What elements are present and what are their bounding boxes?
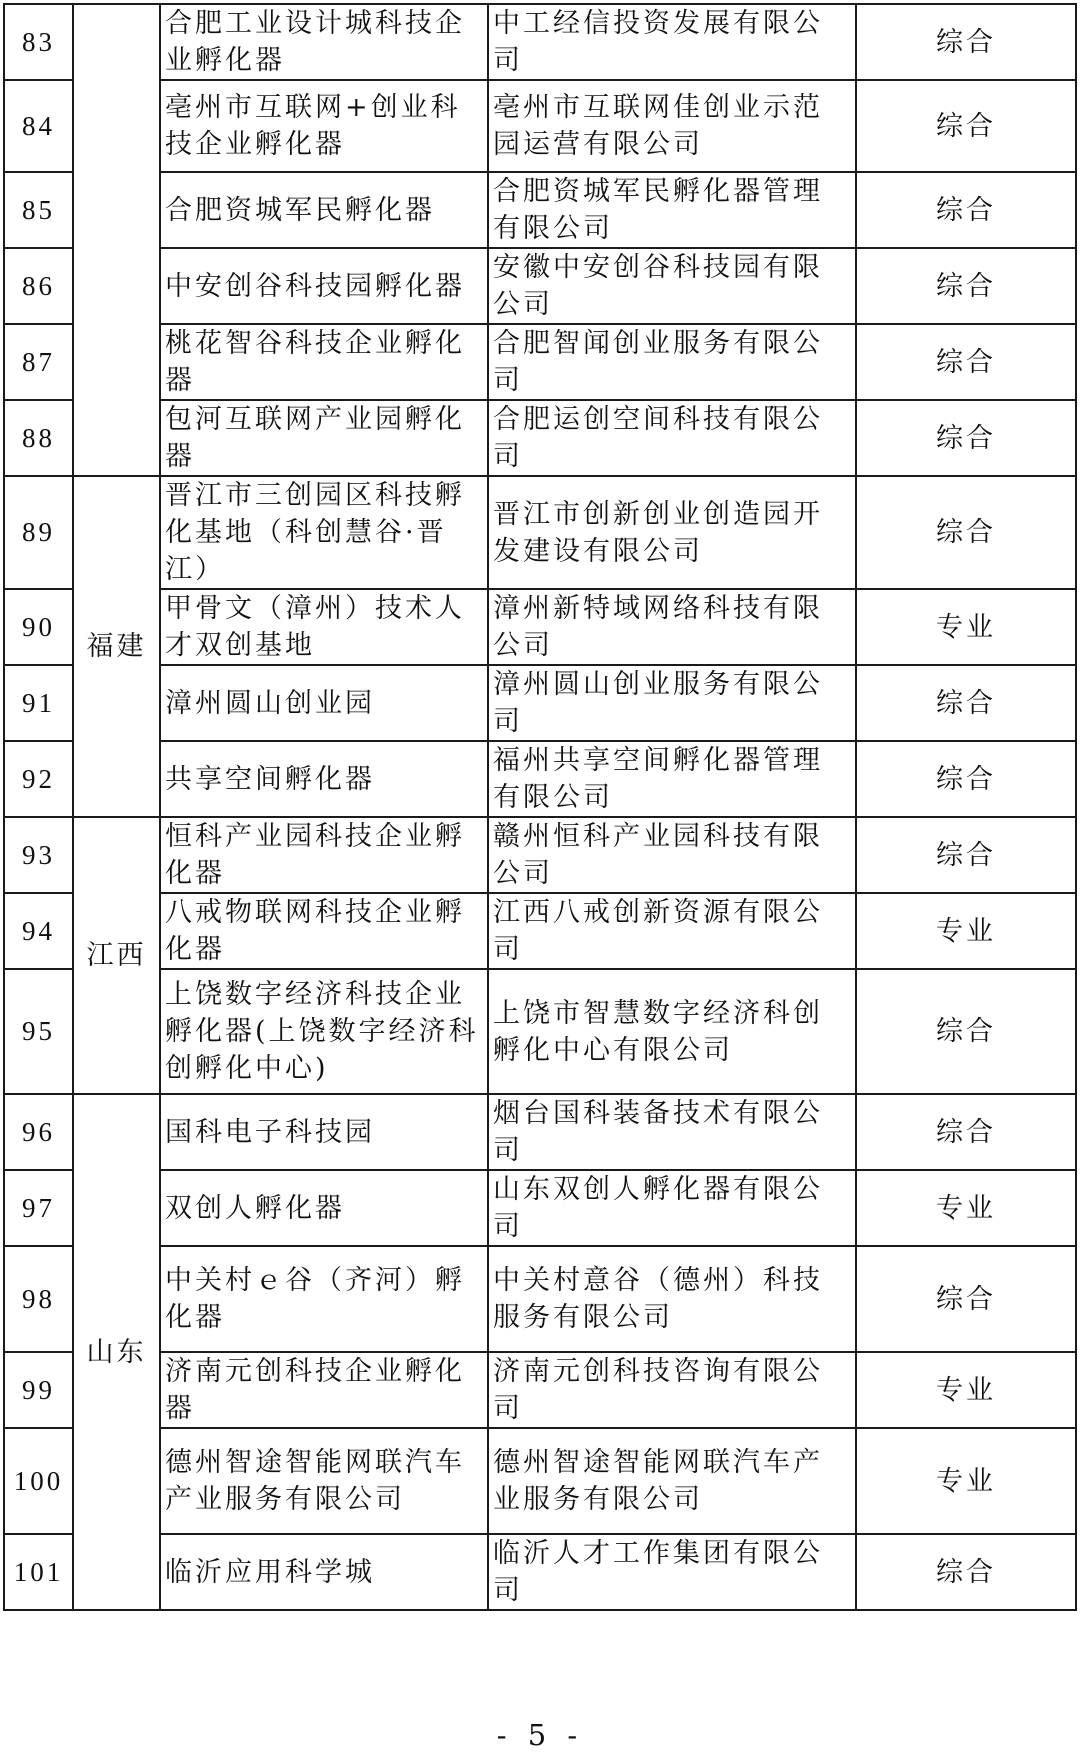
incubator-type: 专业 [856,893,1076,969]
incubator-type: 综合 [856,172,1076,248]
operator-name: 合肥运创空间科技有限公司 [488,400,856,476]
incubator-name: 恒科产业园科技企业孵化器 [160,817,488,893]
incubator-name: 德州智途智能网联汽车产业服务有限公司 [160,1428,488,1534]
incubator-type: 综合 [856,969,1076,1094]
row-number: 91 [4,665,73,741]
incubator-name: 晋江市三创园区科技孵化基地（科创慧谷·晋江） [160,476,488,589]
operator-name: 合肥资城军民孵化器管理有限公司 [488,172,856,248]
table-row [4,1246,1076,1352]
table-row [4,817,1076,893]
row-number: 89 [4,476,73,589]
row-number: 98 [4,1246,73,1352]
page-number: - 5 - [496,1718,584,1752]
incubator-table [3,3,1077,1611]
operator-name: 济南元创科技咨询有限公司 [488,1352,856,1428]
table-row [4,665,1076,741]
row-number: 90 [4,589,73,665]
operator-name: 漳州圆山创业服务有限公司 [488,665,856,741]
table-row [4,324,1076,400]
row-number: 87 [4,324,73,400]
row-number: 88 [4,400,73,476]
province-shandong: 山东 [73,1094,160,1610]
incubator-name: 桃花智谷科技企业孵化器 [160,324,488,400]
incubator-type: 综合 [856,4,1076,80]
table-row [4,1352,1076,1428]
operator-name: 临沂人才工作集团有限公司 [488,1534,856,1610]
operator-name: 德州智途智能网联汽车产业服务有限公司 [488,1428,856,1534]
row-number: 99 [4,1352,73,1428]
operator-name: 安徽中安创谷科技园有限公司 [488,248,856,324]
table-row [4,248,1076,324]
operator-name: 烟台国科装备技术有限公司 [488,1094,856,1170]
row-number: 101 [4,1534,73,1610]
incubator-type: 综合 [856,400,1076,476]
operator-name: 中工经信投资发展有限公司 [488,4,856,80]
table-row [4,741,1076,817]
table-row [4,969,1076,1094]
incubator-name: 漳州圆山创业园 [160,665,488,741]
incubator-type: 专业 [856,1428,1076,1534]
row-number: 94 [4,893,73,969]
row-number: 83 [4,4,73,80]
operator-name: 漳州新特域网络科技有限公司 [488,589,856,665]
incubator-type: 综合 [856,1094,1076,1170]
operator-name: 福州共享空间孵化器管理有限公司 [488,741,856,817]
incubator-type: 综合 [856,248,1076,324]
table-row [4,893,1076,969]
row-number: 95 [4,969,73,1094]
table-row [4,1534,1076,1610]
incubator-name: 八戒物联网科技企业孵化器 [160,893,488,969]
province-fujian: 福建 [73,476,160,817]
row-number: 96 [4,1094,73,1170]
incubator-name: 共享空间孵化器 [160,741,488,817]
incubator-name: 合肥资城军民孵化器 [160,172,488,248]
operator-name: 山东双创人孵化器有限公司 [488,1170,856,1246]
incubator-name: 济南元创科技企业孵化器 [160,1352,488,1428]
incubator-type: 综合 [856,1534,1076,1610]
table-row [4,1428,1076,1534]
operator-name: 晋江市创新创业创造园开发建设有限公司 [488,476,856,589]
row-number: 84 [4,80,73,172]
table-row [4,1170,1076,1246]
operator-name: 亳州市互联网佳创业示范园运营有限公司 [488,80,856,172]
incubator-type: 综合 [856,817,1076,893]
row-number: 85 [4,172,73,248]
operator-name: 合肥智闻创业服务有限公司 [488,324,856,400]
incubator-type: 专业 [856,1352,1076,1428]
incubator-name: 国科电子科技园 [160,1094,488,1170]
table-row [4,4,1076,80]
row-number: 92 [4,741,73,817]
incubator-name: 甲骨文（漳州）技术人才双创基地 [160,589,488,665]
table-row [4,589,1076,665]
province-jiangxi: 江西 [73,817,160,1094]
row-number: 86 [4,248,73,324]
incubator-name: 亳州市互联网+创业科技企业孵化器 [160,80,488,172]
incubator-type: 综合 [856,665,1076,741]
incubator-type: 综合 [856,1246,1076,1352]
incubator-type: 综合 [856,324,1076,400]
operator-name: 中关村意谷（德州）科技服务有限公司 [488,1246,856,1352]
incubator-type: 综合 [856,80,1076,172]
operator-name: 赣州恒科产业园科技有限公司 [488,817,856,893]
operator-name: 江西八戒创新资源有限公司 [488,893,856,969]
row-number: 97 [4,1170,73,1246]
incubator-type: 专业 [856,589,1076,665]
incubator-name: 包河互联网产业园孵化器 [160,400,488,476]
table-row [4,1094,1076,1170]
province-cell-anhui [73,4,160,476]
incubator-name: 双创人孵化器 [160,1170,488,1246]
incubator-name: 上饶数字经济科技企业孵化器(上饶数字经济科创孵化中心) [160,969,488,1094]
incubator-name: 中安创谷科技园孵化器 [160,248,488,324]
incubator-name: 临沂应用科学城 [160,1534,488,1610]
incubator-type: 专业 [856,1170,1076,1246]
table-row [4,80,1076,172]
table-row [4,400,1076,476]
incubator-type: 综合 [856,741,1076,817]
incubator-type: 综合 [856,476,1076,589]
incubator-name: 中关村ｅ谷（齐河）孵化器 [160,1246,488,1352]
operator-name: 上饶市智慧数字经济科创孵化中心有限公司 [488,969,856,1094]
incubator-table-container [3,3,1075,1606]
row-number: 93 [4,817,73,893]
table-row [4,476,1076,589]
incubator-name: 合肥工业设计城科技企业孵化器 [160,4,488,80]
table-row [4,172,1076,248]
row-number: 100 [4,1428,73,1534]
